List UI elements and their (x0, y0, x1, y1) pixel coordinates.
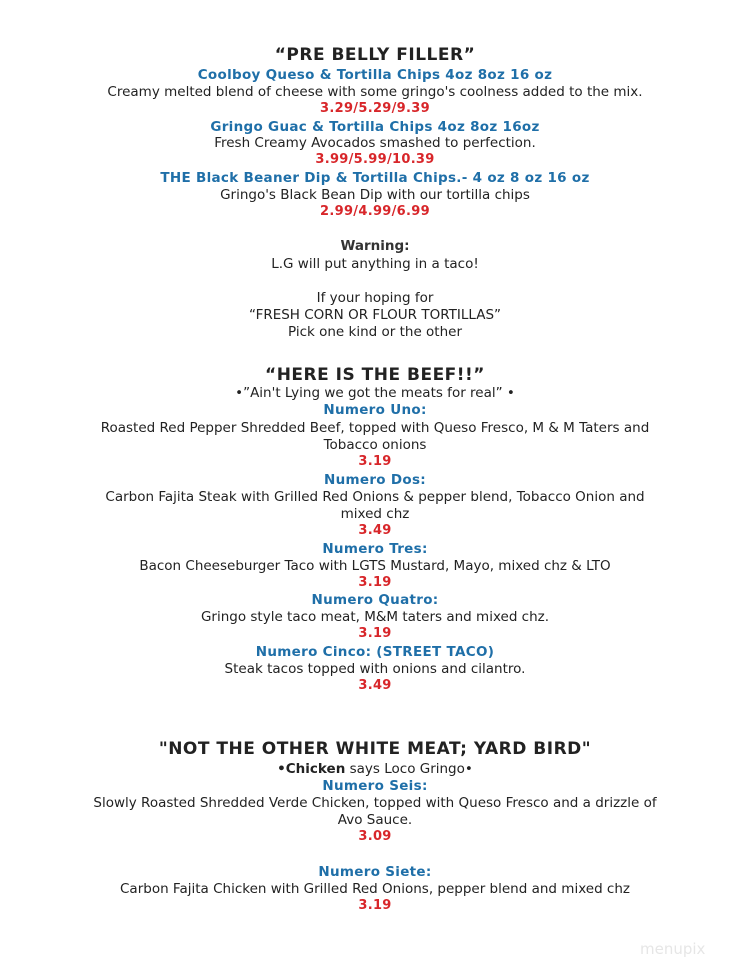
item-name: Numero Cinco: (STREET TACO) (255, 644, 495, 660)
section-subtitle: •”Ain't Lying we got the meats for real” • (235, 385, 515, 401)
item-description: Tobacco onions (323, 437, 427, 453)
item-description: Creamy melted blend of cheese with some gringo's coolness added to the mix. (107, 84, 643, 100)
item-price: 3.49 (358, 523, 392, 538)
item-name: Numero Siete: (318, 864, 432, 880)
item-description: Gringo's Black Bean Dip with our tortilla chips (220, 187, 530, 203)
item-name: THE Black Beaner Dip & Tortilla Chips.- 4 oz 8 oz 16 oz (160, 170, 590, 186)
item-name: Numero Uno: (323, 402, 427, 418)
item-price: 3.19 (358, 575, 392, 590)
section-title: "NOT THE OTHER WHITE MEAT; YARD BIRD" (158, 739, 592, 759)
item-name: Numero Quatro: (311, 592, 439, 608)
note-text: Pick one kind or the other (287, 324, 463, 340)
note-text: If your hoping for (316, 290, 434, 306)
item-price: 2.99/4.99/6.99 (320, 204, 430, 219)
note-text: L.G will put anything in a taco! (271, 256, 479, 272)
watermark: menupix (640, 940, 706, 958)
item-price: 3.19 (358, 898, 392, 913)
item-description: Slowly Roasted Shredded Verde Chicken, topped with Queso Fresco and a drizzle of (93, 795, 657, 811)
subtitle-bold: •Chicken (277, 761, 346, 777)
item-name: Coolboy Queso & Tortilla Chips 4oz 8oz 16 oz (197, 67, 553, 83)
note-text: “FRESH CORN OR FLOUR TORTILLAS” (248, 307, 502, 323)
item-price: 3.19 (358, 626, 392, 641)
item-price: 3.09 (358, 829, 392, 844)
section-title: “PRE BELLY FILLER” (274, 45, 476, 65)
item-description: Fresh Creamy Avocados smashed to perfection. (214, 135, 536, 151)
item-description: Carbon Fajita Steak with Grilled Red Onions & pepper blend, Tobacco Onion and (105, 489, 645, 505)
subtitle-rest: says Loco Gringo• (345, 761, 473, 777)
item-price: 3.29/5.29/9.39 (320, 101, 430, 116)
item-price: 3.99/5.99/10.39 (315, 152, 435, 167)
item-price: 3.19 (358, 454, 392, 469)
item-description: Steak tacos topped with onions and cilantro. (224, 661, 526, 677)
item-description: mixed chz (340, 506, 410, 522)
item-price: 3.49 (358, 678, 392, 693)
item-description: Avo Sauce. (337, 812, 413, 828)
item-name: Numero Dos: (324, 472, 426, 488)
section-subtitle (0, 760, 750, 778)
item-name: Numero Tres: (322, 541, 428, 557)
item-description: Gringo style taco meat, M&M taters and mixed chz. (200, 609, 550, 625)
item-description: Carbon Fajita Chicken with Grilled Red Onions, pepper blend and mixed chz (120, 881, 630, 897)
item-description: Bacon Cheeseburger Taco with LGTS Mustard, Mayo, mixed chz & LTO (139, 558, 611, 574)
item-name: Gringo Guac & Tortilla Chips 4oz 8oz 16oz (210, 119, 540, 135)
warning-heading: Warning: (340, 238, 410, 254)
section-title: “HERE IS THE BEEF!!” (265, 365, 485, 385)
item-name: Numero Seis: (322, 778, 428, 794)
item-description: Roasted Red Pepper Shredded Beef, topped with Queso Fresco, M & M Taters and (100, 420, 650, 436)
